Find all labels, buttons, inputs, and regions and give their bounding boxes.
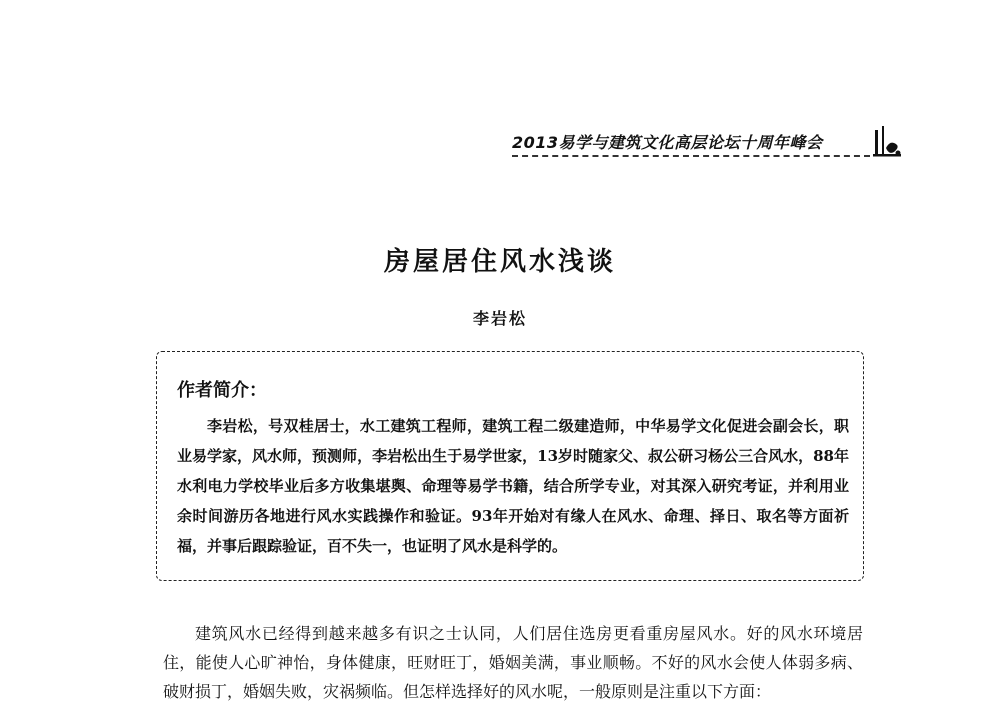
- body-paragraph: 建筑风水已经得到越来越多有识之士认同，人们居住选房更看重房屋风水。好的风水环境居住，能使人心旷神怡，身体健康，旺财旺丁，婚姻美满，事业顺畅。不好的风水会使人体弱多病、破财损丁，婚姻失败，灾祸频临。但怎样选择好的风水呢，一般原则是注重以下方面：: [163, 624, 863, 701]
- bio-paragraph: 李岩松，号双桂居士，水工建筑工程师，建筑工程二级建造师，中华易学文化促进会副会长，职业易学家，风水师，预测师，李岩松出生于易学世家，13岁时随家父、叔公研习杨公三合风水，88年水利电力学校毕业后多方收集堪舆、命理等易学书籍，结合所学专业，对其深入研究考证，并利用业余时间游历各地进行风水实践操作和验证。93年开始对有缘人在风水、命理、择日、取名等方面祈福，并事后跟踪验证，百不失一，也证明了风水是科学的。: [177, 417, 849, 555]
- article-title: 房屋居住风水浅谈: [383, 247, 616, 277]
- bio-heading: 作者简介：: [177, 380, 267, 401]
- running-header-title: 2013易学与建筑文化高层论坛十周年峰会: [512, 133, 823, 152]
- header-dashed-rule: [512, 155, 870, 157]
- header-ornament-icon: [872, 124, 902, 158]
- article-author: 李岩松: [472, 309, 527, 328]
